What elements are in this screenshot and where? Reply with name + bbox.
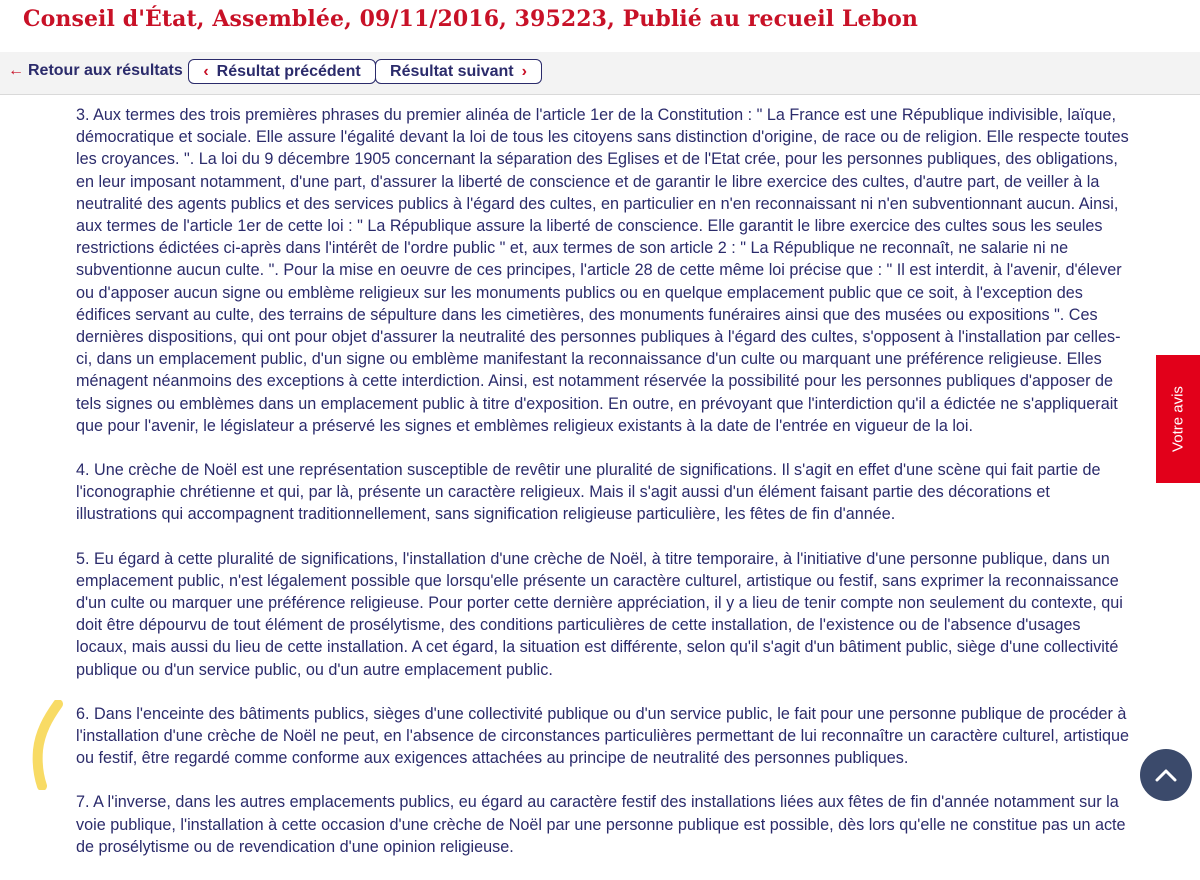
highlighter-mark [28, 700, 68, 790]
chevron-right-icon: › [521, 62, 527, 80]
feedback-tab[interactable] [1156, 355, 1200, 483]
chevron-left-icon: ‹ [203, 62, 209, 80]
previous-result-button[interactable] [188, 59, 376, 84]
paragraph-4: 4. Une crèche de Noël est une représentation susceptible de revêtir une pluralité de significations. Il s'agit en effet d'une scène qui fait partie de l'iconographie chrétienne et qui, par là, présente un caractère religieux. Mais il s'agit aussi d'un élément faisant partie des décorations et illustrations qui accompagnent traditionnellement, sans signification religieuse particulière, les fêtes de fin d'année. [76, 461, 1101, 524]
result-navigation [0, 52, 1200, 95]
decision-text [76, 104, 1132, 880]
arrow-left-icon: ← [8, 62, 24, 79]
page-header [0, 0, 1200, 52]
feedback-tab-label: Votre avis [1169, 386, 1187, 452]
chevron-up-icon [1155, 768, 1177, 782]
back-to-results-link[interactable] [8, 62, 183, 80]
paragraph-5: 5. Eu égard à cette pluralité de significations, l'installation d'une crèche de Noël, à titre temporaire, à l'initiative d'une personne publique, dans un emplacement public, n'est légalement possible que lorsqu'elle présente un caractère culturel, artistique ou festif, sans exprimer la reconnaissance d'un culte ou marquer une préférence religieuse. Pour porter cette dernière appréciation, il y a lieu de tenir compte non seulement du contexte, qui doit être dépourvu de tout élément de prosélytisme, des conditions particulières de cette installation, de l'existence ou de l'absence d'usages locaux, mais aussi du lieu de cette installation. A cet égard, la situation est différente, selon qu'il s'agit d'un bâtiment public, siège d'une collectivité publique ou d'un service public, ou d'un autre emplacement public. [76, 549, 1123, 679]
next-result-button[interactable] [375, 59, 542, 84]
previous-result-label: Résultat précédent [216, 62, 361, 80]
page-title: Conseil d'État, Assemblée, 09/11/2016, 395223, Publié au recueil Lebon [23, 6, 918, 32]
paragraph-3: 3. Aux termes des trois premières phrases du premier alinéa de l'article 1er de la Constitution : " La France est une République indivisible, laïque, démocratique et sociale. Elle assure l'égalité devant la loi de tous les citoyens sans distinction d'origine, de race ou de religion. Elle respecte toutes les croyances. ". La loi du 9 décembre 1905 concernant la séparation des Eglises et de l'Etat crée, pour les personnes publiques, des obligations, en leur imposant notamment, d'une part, d'assurer la liberté de conscience et de garantir le libre exercice des cultes, d'autre part, de veiller à la neutralité des agents publics et des services publics à l'égard des cultes, en particulier en n'en reconnaissant ni n'en subventionnant aucun. Ainsi, aux termes de l'article 1er de cette loi : " La République assure la liberté de conscience. Elle garantit le libre exercice des cultes sous les seules restrictions édictées ci-après dans l'intérêt de l'ordre public " et, aux termes de son article 2 : " La République ne reconnaît, ne salarie ni ne subventionne aucun culte. ". Pour la mise en oeuvre de ces principes, l'article 28 de cette même loi précise que : " Il est interdit, à l'avenir, d'élever ou d'apposer aucun signe ou emblème religieux sur les monuments publics ou en quelque emplacement public que ce soit, à l'exception des édifices servant au culte, des terrains de sépulture dans les cimetières, des monuments funéraires ainsi que des musées ou expositions ". Ces dernières dispositions, qui ont pour objet d'assurer la neutralité des personnes publiques à l'égard des cultes, s'opposent à l'installation par celles-ci, dans un emplacement public, d'un signe ou emblème manifestant la reconnaissance d'un culte ou marquant une préférence religieuse. Elles ménagent néanmoins des exceptions à cette interdiction. Ainsi, est notamment réservée la possibilité pour les personnes publiques d'apposer de tels signes ou emblèmes dans un emplacement public à titre d'exposition. En outre, en prévoyant que l'interdiction qu'il a édictée ne s'appliquerait que pour l'avenir, le législateur a préservé les signes et emblèmes religieux existants à la date de l'entrée en vigueur de la loi. [76, 106, 1129, 435]
paragraph-7: 7. A l'inverse, dans les autres emplacements publics, eu égard au caractère festif des installations liées aux fêtes de fin d'année notamment sur la voie publique, l'installation à cette occasion d'une crèche de Noël par une personne publique est possible, dès lors qu'elle ne constitue pas un acte de prosélytisme ou de revendication d'une opinion religieuse. [76, 793, 1126, 856]
scroll-to-top-button[interactable] [1140, 749, 1192, 801]
next-result-label: Résultat suivant [390, 62, 514, 80]
paragraph-6: 6. Dans l'enceinte des bâtiments publics, sièges d'une collectivité publique ou d'un service public, le fait pour une personne publique de procéder à l'installation d'une crèche de Noël ne peut, en l'absence de circonstances particulières permettant de lui reconnaître un caractère culturel, artistique ou festif, être regardé comme conforme aux exigences attachées au principe de neutralité des personnes publiques. [76, 704, 1130, 768]
back-to-results-label: Retour aux résultats [28, 62, 183, 79]
